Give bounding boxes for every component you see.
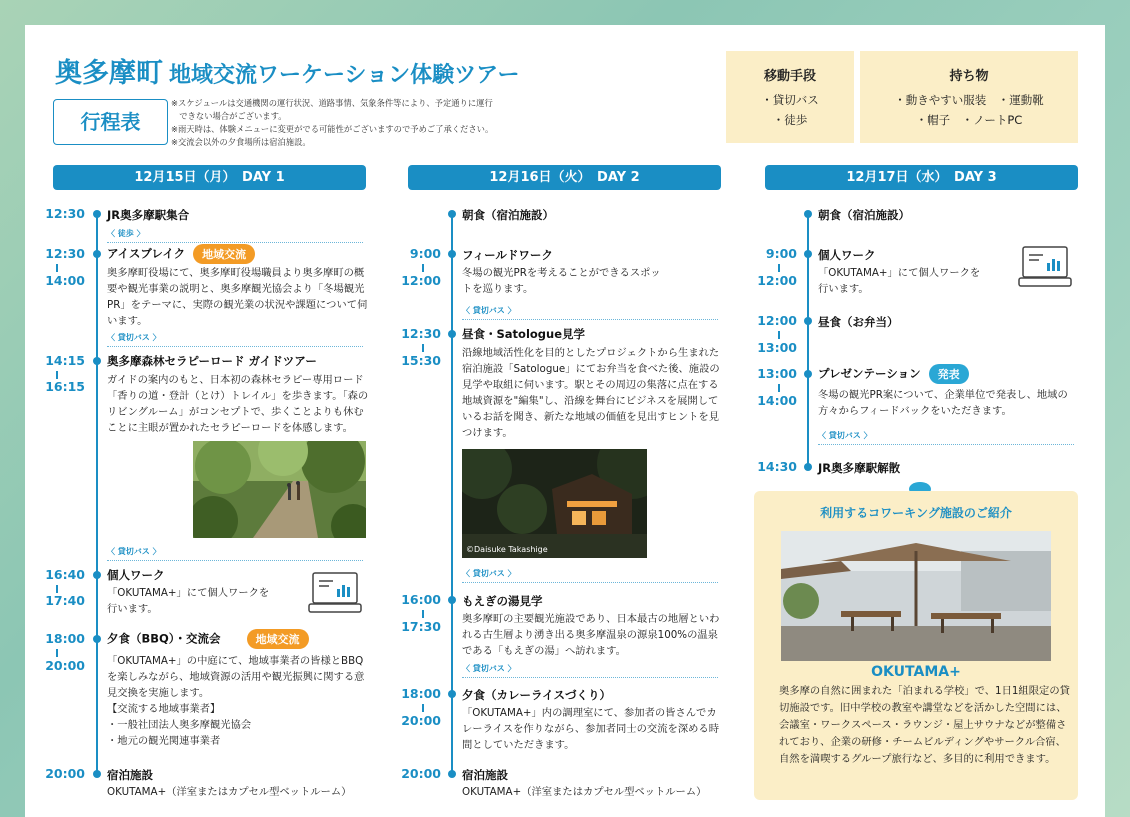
time-end: 12:00 (757, 273, 797, 288)
event-desc: 「OKUTAMA+」内の調理室にて、参加者の皆さんでカレーライスを作りながら、参加者同士の交流を深める時間としていただきます。 (462, 707, 720, 751)
time-range-tick (422, 704, 424, 712)
event-title-text: 夕食（BBQ）・交流会 (107, 631, 221, 646)
title-sub: 地域交流ワーケーション体験ツアー (169, 63, 520, 88)
transport-label: 〈 貸切バス 〉 (818, 430, 1074, 445)
timeline-dot (804, 210, 812, 218)
itinerary-label: 行程表 (53, 99, 168, 145)
time: 18:00 (401, 686, 441, 701)
transport-label: 〈 貸切バス 〉 (107, 332, 363, 347)
time: 16:00 (401, 592, 441, 607)
timeline-dot (93, 571, 101, 579)
time: 12:30 (45, 206, 85, 221)
time-end: 12:00 (401, 273, 441, 288)
day1-header: 12月15日（月） DAY 1 (53, 165, 366, 190)
time-end: 16:15 (45, 379, 85, 394)
time: 14:15 (45, 353, 85, 368)
timeline-dot (93, 357, 101, 365)
timeline-dot (804, 317, 812, 325)
time-range-tick (56, 371, 58, 379)
community-badge: 地域交流 (247, 629, 309, 649)
satologue-photo (462, 449, 647, 558)
partner-list-title: 【交流する地域事業者】 (107, 703, 221, 715)
timeline-dot (93, 250, 101, 258)
time: 20:00 (401, 766, 441, 781)
event-title: 昼食・Satologue見学 (462, 327, 586, 341)
coworking-photo (781, 531, 1051, 661)
partner-list (107, 701, 369, 749)
note-line: できない場合がございます。 (171, 111, 287, 121)
time-end: 13:00 (757, 340, 797, 355)
time-range-tick (422, 344, 424, 352)
event-title-text: アイスブレイク (107, 246, 186, 261)
belongings-heading: 持ち物 (949, 69, 989, 84)
photo-credit: ©Daisuke Takashige (466, 545, 548, 554)
timeline-dot (448, 770, 456, 778)
event-desc: 奥多摩町役場にて、奥多摩町役場職員より奥多摩町の概要や観光事業の説明と、奥多摩観光協会より「冬場観光PR」をテーマに、実際の観光業の状況や課題について伺います。 (107, 267, 368, 327)
timeline-dot (93, 210, 101, 218)
event-title: 宿泊施設 (462, 768, 508, 782)
time-range-tick (422, 264, 424, 272)
time: 16:40 (45, 567, 85, 582)
event-title: 夕食（カレーライスづくり） (462, 688, 612, 702)
time: 12:00 (757, 313, 797, 328)
page-title (55, 51, 519, 90)
transport-label: 〈 貸切バス 〉 (462, 305, 718, 320)
event-title (818, 364, 969, 384)
time: 14:30 (757, 459, 797, 474)
timeline-dot (93, 635, 101, 643)
belongings-line: ・動きやすい服装 ・運動靴 (894, 93, 1044, 107)
transport-heading: 移動手段 (763, 69, 816, 84)
time: 9:00 (409, 246, 441, 261)
time: 13:00 (757, 366, 797, 381)
itinerary-page (25, 25, 1105, 817)
time-end: 15:30 (401, 353, 441, 368)
note-line: ※交流会以外の夕食場所は宿泊施設。 (171, 137, 311, 147)
event-title: 奥多摩森林セラピーロード ガイドツアー (107, 354, 317, 368)
day1-timeline (96, 213, 98, 775)
event-title: 昼食（お弁当） (818, 315, 899, 329)
belongings-box (860, 51, 1078, 143)
time: 9:00 (765, 246, 797, 261)
event-desc: 冬場の観光PR案について、企業単位で発表し、地域の方々からフィードバックをいただきます。 (818, 389, 1068, 417)
day2-header: 12月16日（火） DAY 2 (408, 165, 721, 190)
event-desc: 「OKUTAMA+」にて個人ワークを行います。 (107, 587, 270, 615)
transport-label: 〈 徒歩 〉 (107, 228, 363, 243)
event-desc: ガイドの案内のもと、日本初の森林セラピー専用ロード「香りの道・登計（とけ）トレイル」を歩きます。「森のリビングルーム」がコンセプトで、歩くことよりも休むことに主眼が置かれたセラピーロードを体感します。 (107, 374, 369, 434)
belongings-line: ・帽子 ・ノートPC (915, 113, 1023, 127)
timeline-dot (448, 596, 456, 604)
transport-label: 〈 貸切バス 〉 (107, 546, 363, 561)
laptop-icon (1013, 245, 1075, 293)
time: 12:30 (45, 246, 85, 261)
note-line: ※スケジュールは交通機関の運行状況、道路事情、気象条件等により、予定通りに運行 (171, 98, 493, 108)
time: 20:00 (45, 766, 85, 781)
event-title: もえぎの湯見学 (462, 594, 543, 608)
transport-label: 〈 貸切バス 〉 (462, 663, 718, 678)
laptop-icon (303, 571, 365, 619)
event-title: 個人ワーク (107, 568, 165, 582)
presentation-badge: 発表 (929, 364, 969, 384)
time-range-tick (778, 331, 780, 339)
event-desc: OKUTAMA+（洋室またはカプセル型ベットルーム） (107, 786, 352, 798)
timeline-dot (804, 250, 812, 258)
time-range-tick (422, 610, 424, 618)
timeline-dot (448, 330, 456, 338)
time-end: 17:30 (401, 619, 441, 634)
time-range-tick (778, 384, 780, 392)
community-badge: 地域交流 (193, 244, 255, 264)
event-desc: 「OKUTAMA+」にて個人ワークを行います。 (818, 267, 981, 295)
timeline-dot (93, 770, 101, 778)
event-desc: OKUTAMA+（洋室またはカプセル型ベットルーム） (462, 786, 707, 798)
time-end: 20:00 (401, 713, 441, 728)
transport-item: ・徒歩 (772, 113, 808, 127)
event-desc: 奥多摩町の主要観光施設であり、日本最古の地層といわれる古生層より湧き出る奥多摩温泉の源泉100%の温泉である「もえぎの湯」へ訪れます。 (462, 613, 720, 657)
schedule-notes (171, 97, 571, 149)
timeline-dot (804, 370, 812, 378)
event-title: JR奥多摩駅集合 (107, 208, 190, 222)
time-range-tick (56, 649, 58, 657)
timeline-dot (448, 210, 456, 218)
transport-box (726, 51, 854, 143)
forest-trail-photo (193, 441, 366, 538)
event-title: 個人ワーク (818, 248, 876, 262)
time-range-tick (56, 264, 58, 272)
belongings-list (860, 90, 1078, 130)
event-title (107, 629, 309, 649)
time-end: 20:00 (45, 658, 85, 673)
event-title: JR奥多摩駅解散 (818, 461, 901, 475)
transport-list (726, 90, 854, 130)
event-title: フィールドワーク (462, 248, 553, 262)
event-title: 宿泊施設 (107, 768, 153, 782)
time-end: 14:00 (757, 393, 797, 408)
time-range-tick (778, 264, 780, 272)
transport-item: ・貸切バス (761, 93, 819, 107)
coworking-heading: 利用するコワーキング施設のご紹介 (820, 506, 1012, 520)
timeline-dot (804, 463, 812, 471)
event-title: 朝食（宿泊施設） (462, 208, 554, 222)
event-title-text: プレゼンテーション (818, 366, 921, 381)
note-line: ※雨天時は、体験メニューに変更がでる可能性がございますので予めご了承ください。 (171, 124, 494, 134)
event-desc: 冬場の観光PRを考えることができるスポットを巡ります。 (462, 267, 661, 295)
event-desc: 「OKUTAMA+」の中庭にて、地域事業者の皆様とBBQを楽しみながら、地域資源の活用や観光振興に関する意見交換を実施します。 (107, 655, 365, 699)
event-title (107, 244, 255, 264)
day3-header: 12月17日（水） DAY 3 (765, 165, 1078, 190)
event-title: 朝食（宿泊施設） (818, 208, 910, 222)
coworking-desc: 奥多摩の自然に囲まれた「泊まれる学校」で、1日1組限定の貸切施設です。旧中学校の教室や講堂などを活かした空間には、会議室・ワークスペース・ラウンジ・屋上サウナなどが整備されており、企業の研修・チームビルディングやサークル合宿、自然を満喫するグループ旅行など、多目的に利用できます。 (779, 685, 1070, 765)
partner-item: ・一般社団法人奥多摩観光協会 (107, 719, 252, 731)
coworking-name: OKUTAMA+ (871, 664, 961, 680)
timeline-dot (448, 250, 456, 258)
transport-label: 〈 貸切バス 〉 (462, 568, 718, 583)
coworking-intro-box (754, 491, 1078, 800)
time-end: 17:40 (45, 593, 85, 608)
time-range-tick (56, 585, 58, 593)
time: 18:00 (45, 631, 85, 646)
partner-item: ・地元の観光関連事業者 (107, 735, 221, 747)
timeline-dot (448, 690, 456, 698)
event-desc: 沿線地域活性化を目的としたプロジェクトから生まれた宿泊施設「Satologue」にてお弁当を食べた後、施設の見学や取組に伺います。駅とその周辺の集落に点在する地域資源を"編集"し、沿線を舞台にビジネスを展開しているお話を聞き、新たな地域の価値を見出すヒントを見つけます。 (462, 347, 720, 439)
title-main: 奥多摩町 (55, 58, 163, 89)
time: 12:30 (401, 326, 441, 341)
time-end: 14:00 (45, 273, 85, 288)
